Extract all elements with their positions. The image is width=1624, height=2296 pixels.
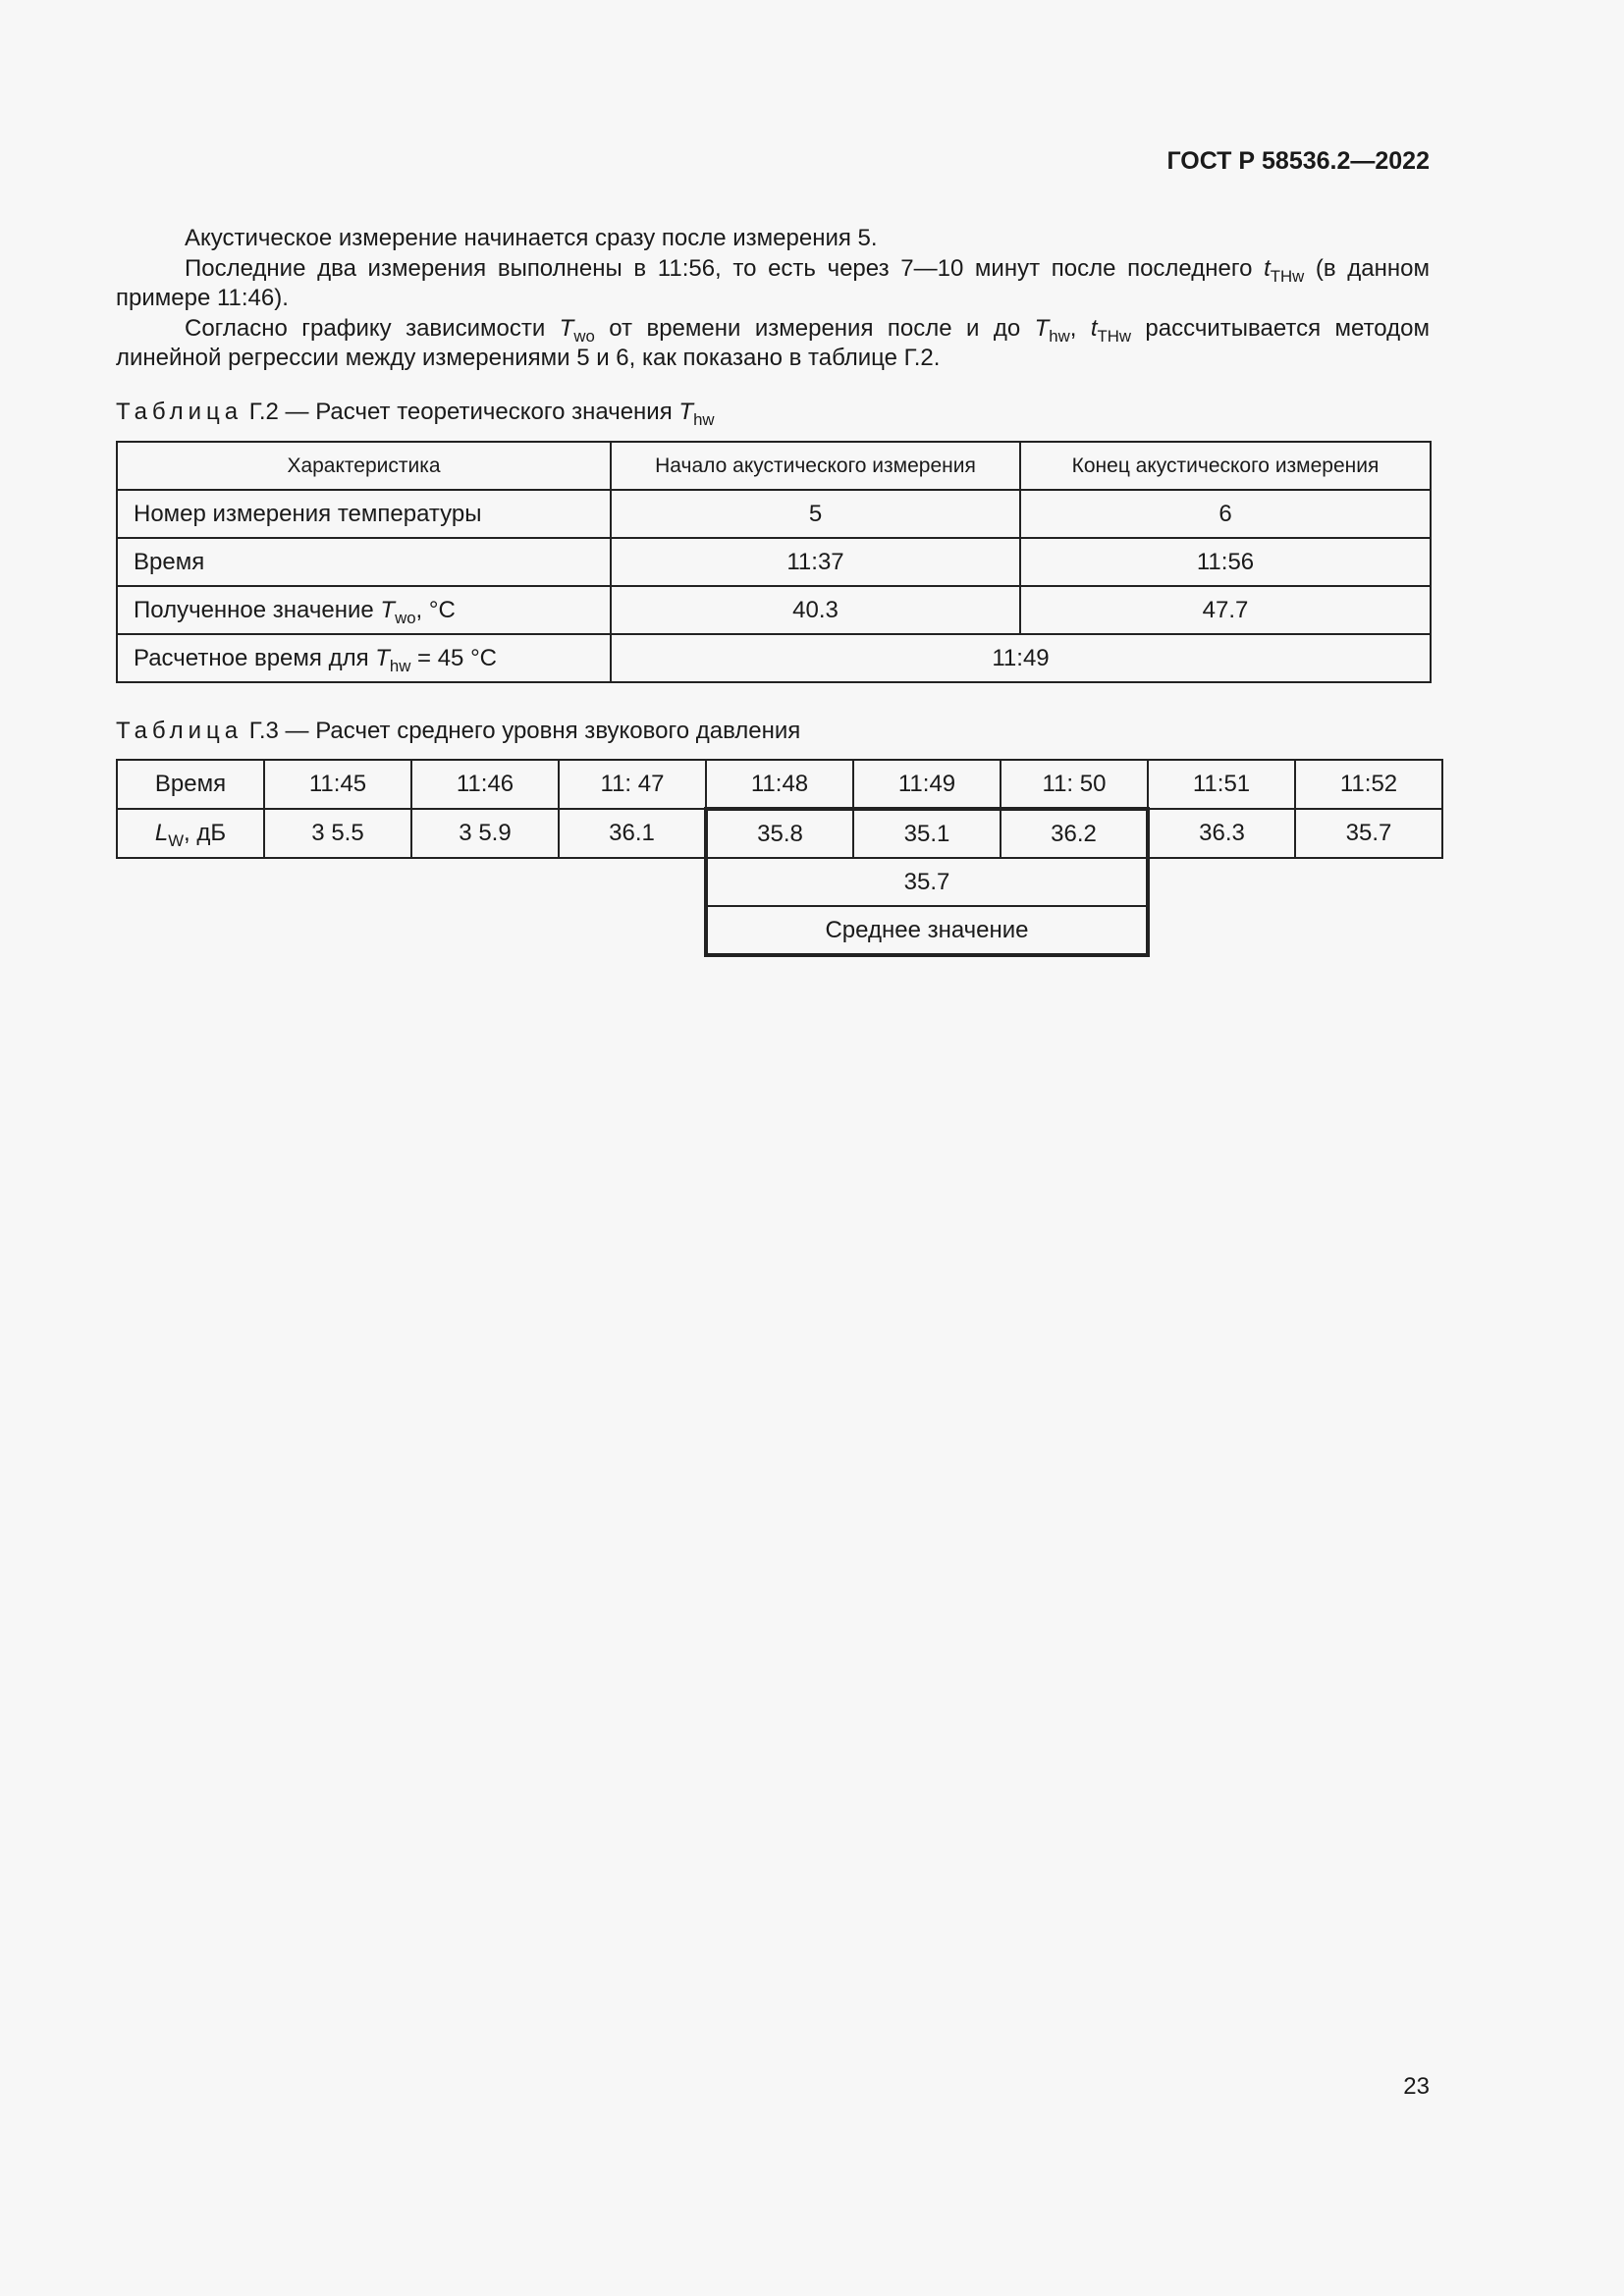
- level-cell: 35.7: [1295, 809, 1442, 858]
- mean-label-cell: Среднее значение: [706, 906, 1148, 955]
- level-cell: 36.1: [559, 809, 706, 858]
- time-cell: 11:49: [853, 760, 1001, 809]
- row-label: Время: [117, 760, 264, 809]
- row-label: Номер измерения температуры: [117, 490, 611, 538]
- table-3-caption: Таблица Г.3 — Расчет среднего уровня звукового давления: [116, 718, 801, 744]
- table-row: [117, 634, 1431, 682]
- page-number: 23: [1403, 2073, 1430, 2100]
- table-cell: 47.7: [1020, 586, 1431, 634]
- time-cell: 11:48: [706, 760, 853, 809]
- column-header: Характеристика: [117, 442, 611, 490]
- paragraph-3: Согласно графику зависимости $T_{wo}$ от времени измерения после и до $T_{hw}$, $t_{THw}$ рассчитывается методом линейной регрессии между измерениями 5 и 6, как показано в таблице Г.2.: [116, 314, 1430, 371]
- column-header: Конец акустического измерения: [1020, 442, 1431, 490]
- body-text: [116, 224, 1430, 374]
- table-cell: 11:37: [611, 538, 1020, 586]
- table-cell: 40.3: [611, 586, 1020, 634]
- table-row: [117, 858, 1442, 906]
- row-label: Полученное значение $T_{wo}$, °C: [117, 586, 611, 634]
- time-cell: 11:51: [1148, 760, 1295, 809]
- time-cell: 11: 50: [1001, 760, 1148, 809]
- table-cell: 11:49: [611, 634, 1431, 682]
- table-cell: 11:56: [1020, 538, 1431, 586]
- table-2-caption: Таблица Г.2 — Расчет теоретического значения $T_{hw}$: [116, 399, 715, 429]
- mean-value-cell: 35.7: [706, 858, 1148, 906]
- paragraph-1: Акустическое измерение начинается сразу после измерения 5.: [185, 225, 878, 251]
- table-row: [117, 538, 1431, 586]
- table-header-row: [117, 442, 1431, 490]
- table-2: [116, 441, 1432, 683]
- level-cell: 35.8: [706, 809, 853, 858]
- time-cell: 11:46: [411, 760, 559, 809]
- table-row: [117, 490, 1431, 538]
- row-label: Расчетное время для $T_{hw} = 45$ °C: [117, 634, 611, 682]
- table-cell: 5: [611, 490, 1020, 538]
- time-cell: 11:52: [1295, 760, 1442, 809]
- time-cell: 11:45: [264, 760, 411, 809]
- table-3: [116, 759, 1443, 957]
- table-row: [117, 906, 1442, 955]
- level-cell: 3 5.5: [264, 809, 411, 858]
- table-row: [117, 760, 1442, 809]
- row-label: $L_W$, дБ: [117, 809, 264, 858]
- table-row: [117, 586, 1431, 634]
- table-cell: 6: [1020, 490, 1431, 538]
- paragraph-2: Последние два измерения выполнены в 11:56, то есть через 7—10 минут после последнего $t_{THw}$ (в данном примере 11:46).: [116, 254, 1430, 311]
- level-cell: 35.1: [853, 809, 1001, 858]
- time-cell: 11: 47: [559, 760, 706, 809]
- level-cell: 36.2: [1001, 809, 1148, 858]
- row-label: Время: [117, 538, 611, 586]
- level-cell: 3 5.9: [411, 809, 559, 858]
- level-cell: 36.3: [1148, 809, 1295, 858]
- column-header: Начало акустического измерения: [611, 442, 1020, 490]
- table-row: [117, 809, 1442, 858]
- document-code: ГОСТ Р 58536.2—2022: [1166, 147, 1430, 175]
